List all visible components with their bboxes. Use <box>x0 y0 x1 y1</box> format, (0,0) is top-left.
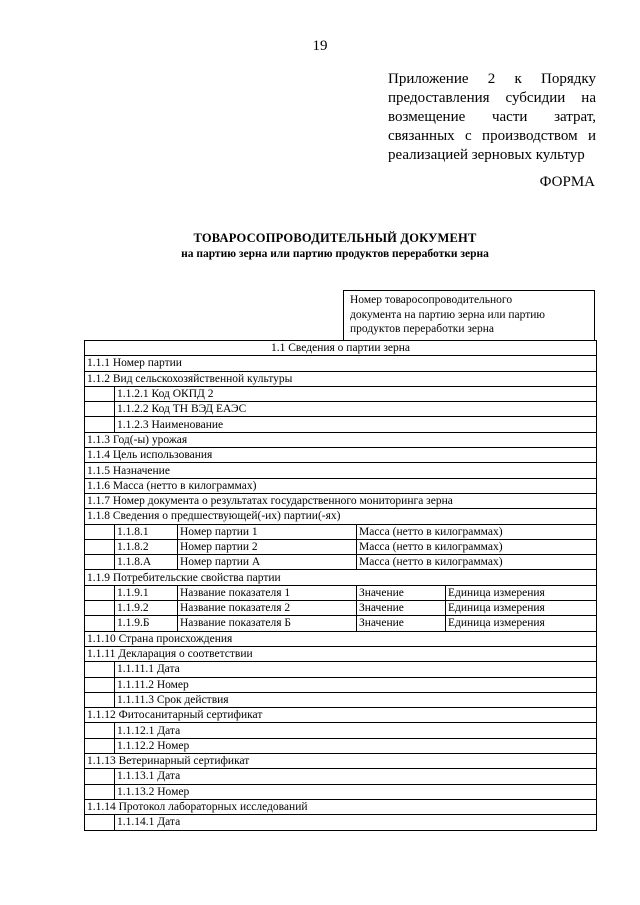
table-row <box>85 692 597 707</box>
lot-code: 1.1.8.2 <box>115 539 178 554</box>
field-label: 1.1.7 Номер документа о результатах государственного мониторинга зерна <box>85 493 597 508</box>
lot-mass: Масса (нетто в килограммах) <box>357 555 597 570</box>
field-label: 1.1.11.1 Дата <box>115 662 597 677</box>
table-row <box>85 708 597 723</box>
forma-label: ФОРМА <box>539 174 595 190</box>
table-row <box>85 754 597 769</box>
table-row <box>85 723 597 738</box>
property-value: Значение <box>357 585 446 600</box>
document-number-box <box>343 290 595 340</box>
property-code: 1.1.9.1 <box>115 585 178 600</box>
field-label: 1.1.13.2 Номер <box>115 784 597 799</box>
table-row <box>85 738 597 753</box>
table-row <box>85 539 597 554</box>
field-label: 1.1.11 Декларация о соответствии <box>85 646 597 661</box>
lot-number: Номер партии А <box>178 555 357 570</box>
field-label: 1.1.2.2 Код ТН ВЭД ЕАЭС <box>115 402 597 417</box>
lot-number: Номер партии 1 <box>178 524 357 539</box>
property-value: Значение <box>357 616 446 631</box>
appendix-line: реализацией зерновых культур <box>388 147 585 163</box>
table-row <box>85 478 597 493</box>
appendix-line: предоставления субсидии на <box>388 90 596 106</box>
field-label: 1.1.10 Страна происхождения <box>85 631 597 646</box>
property-unit: Единица измерения <box>446 601 597 616</box>
appendix-line: связанных с производством и <box>388 128 596 144</box>
field-label: 1.1.13.1 Дата <box>115 769 597 784</box>
field-label: 1.1.8 Сведения о предшествующей(-их) партии(-ях) <box>85 509 597 524</box>
table-row <box>85 555 597 570</box>
field-label: 1.1.12.1 Дата <box>115 723 597 738</box>
table-row <box>85 386 597 401</box>
table-row <box>85 677 597 692</box>
field-label: 1.1.14 Протокол лабораторных исследований <box>85 799 597 814</box>
field-label: 1.1.5 Назначение <box>85 463 597 478</box>
table-row <box>85 570 597 585</box>
property-name: Название показателя Б <box>178 616 357 631</box>
field-label: 1.1.9 Потребительские свойства партии <box>85 570 597 585</box>
number-box-line: продуктов переработки зерна <box>350 323 495 335</box>
appendix-note <box>388 70 596 165</box>
field-label: 1.1.11.3 Срок действия <box>115 692 597 707</box>
property-code: 1.1.9.2 <box>115 601 178 616</box>
lot-code: 1.1.8.1 <box>115 524 178 539</box>
field-label: 1.1.11.2 Номер <box>115 677 597 692</box>
property-value: Значение <box>357 601 446 616</box>
field-label: 1.1.1 Номер партии <box>85 356 597 371</box>
table-row <box>85 448 597 463</box>
lot-number: Номер партии 2 <box>178 539 357 554</box>
property-code: 1.1.9.Б <box>115 616 178 631</box>
table-row <box>85 341 597 356</box>
table-row <box>85 493 597 508</box>
property-unit: Единица измерения <box>446 616 597 631</box>
field-label: 1.1.6 Масса (нетто в килограммах) <box>85 478 597 493</box>
lot-mass: Масса (нетто в килограммах) <box>357 539 597 554</box>
field-label: 1.1.3 Год(-ы) урожая <box>85 432 597 447</box>
field-label: 1.1.2 Вид сельскохозяйственной культуры <box>85 371 597 386</box>
table-row <box>85 646 597 661</box>
field-label: 1.1.13 Ветеринарный сертификат <box>85 754 597 769</box>
table-row <box>85 371 597 386</box>
section-header: 1.1 Сведения о партии зерна <box>85 341 597 356</box>
table-row <box>85 769 597 784</box>
page-number: 19 <box>312 38 328 54</box>
field-label: 1.1.14.1 Дата <box>115 815 597 830</box>
appendix-line: возмещение части затрат, <box>388 109 596 125</box>
number-box-line: Номер товаросопроводительного <box>350 294 513 306</box>
table-row <box>85 509 597 524</box>
table-row <box>85 524 597 539</box>
lot-code: 1.1.8.А <box>115 555 178 570</box>
table-row <box>85 601 597 616</box>
lot-mass: Масса (нетто в килограммах) <box>357 524 597 539</box>
field-label: 1.1.12.2 Номер <box>115 738 597 753</box>
table-row <box>85 799 597 814</box>
table-row <box>85 402 597 417</box>
lot-info-table <box>84 340 597 831</box>
property-unit: Единица измерения <box>446 585 597 600</box>
property-name: Название показателя 1 <box>178 585 357 600</box>
number-box-line: документа на партию зерна или партию <box>350 308 546 321</box>
table-row <box>85 631 597 646</box>
field-label: 1.1.2.1 Код ОКПД 2 <box>115 386 597 401</box>
table-row <box>85 463 597 478</box>
table-row <box>85 616 597 631</box>
document-subtitle: на партию зерна или партию продуктов переработки зерна <box>181 248 489 260</box>
document-title: ТОВАРОСОПРОВОДИТЕЛЬНЫЙ ДОКУМЕНТ <box>193 231 477 245</box>
table-row <box>85 585 597 600</box>
table-row <box>85 417 597 432</box>
field-label: 1.1.12 Фитосанитарный сертификат <box>85 708 597 723</box>
table-row <box>85 356 597 371</box>
field-label: 1.1.2.3 Наименование <box>115 417 597 432</box>
table-row <box>85 662 597 677</box>
field-label: 1.1.4 Цель использования <box>85 448 597 463</box>
property-name: Название показателя 2 <box>178 601 357 616</box>
table-row <box>85 784 597 799</box>
table-row <box>85 432 597 447</box>
table-row <box>85 815 597 830</box>
appendix-line: Приложение 2 к Порядку <box>388 71 596 87</box>
